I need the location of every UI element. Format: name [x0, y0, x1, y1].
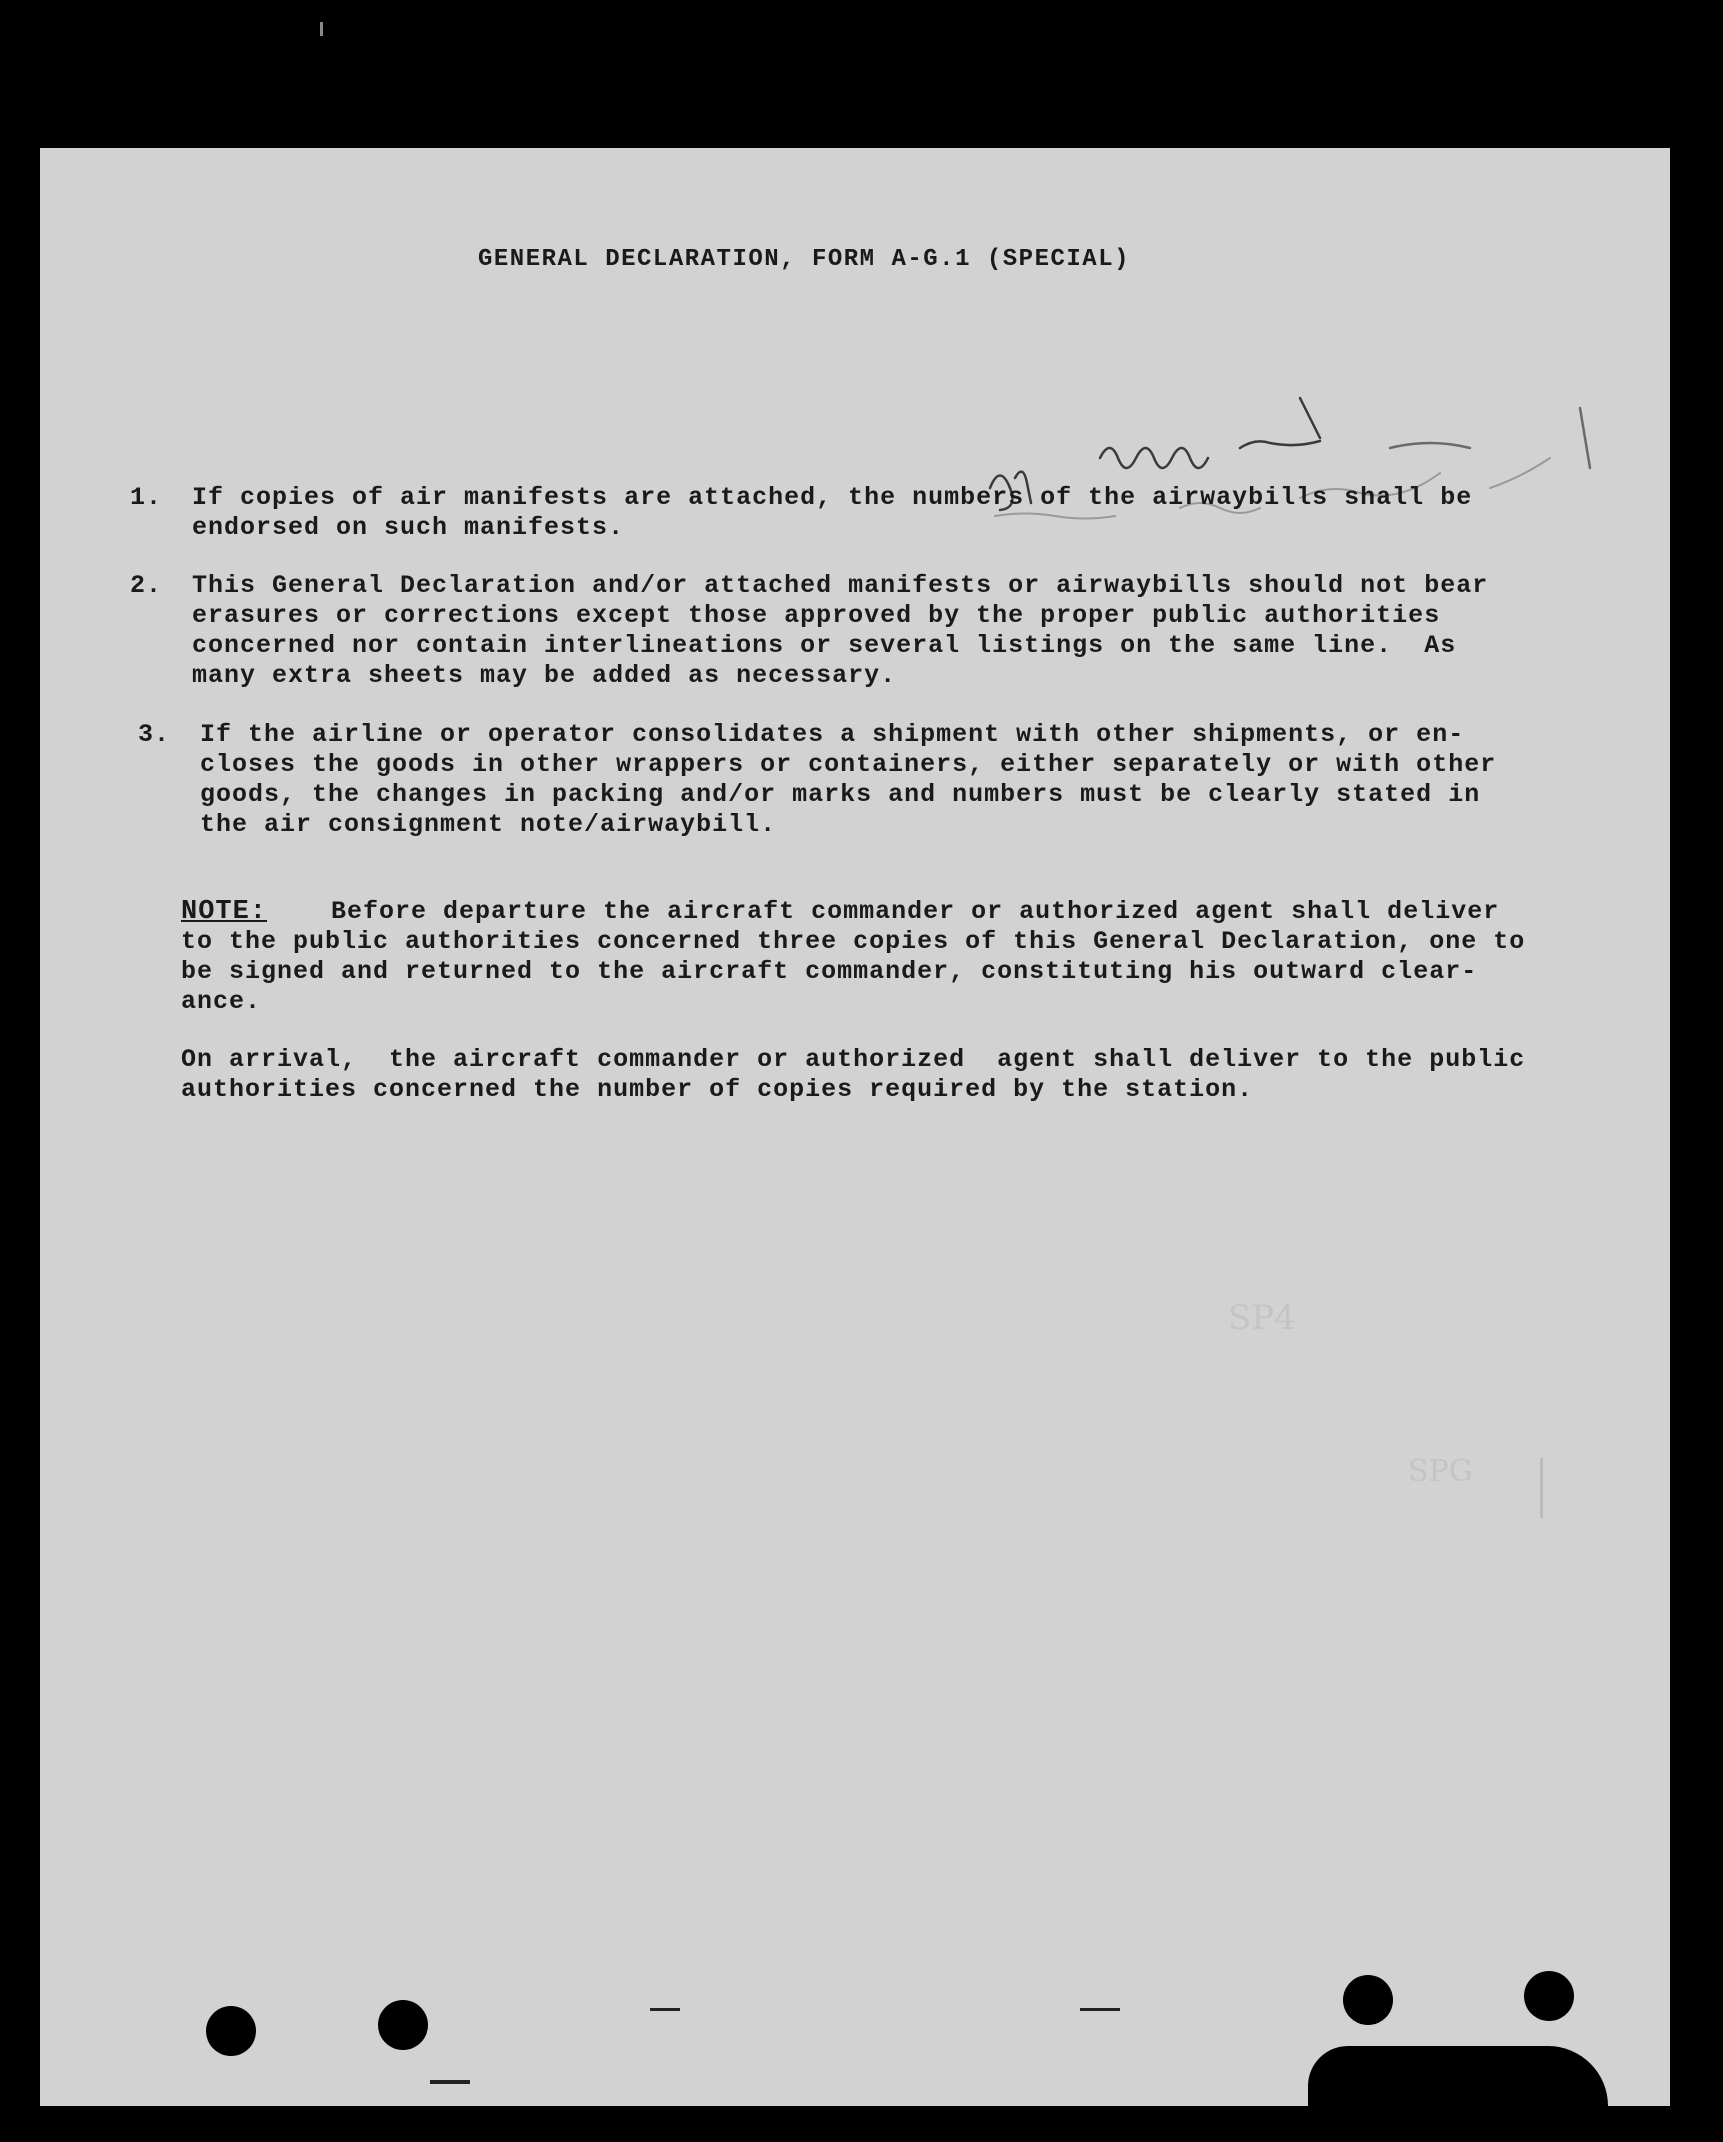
list-item-number: 1.: [130, 483, 163, 512]
text-line: This General Declaration and/or attached manifests or airwaybills should not bear: [192, 571, 1489, 600]
note-first-line: [181, 897, 1525, 927]
punch-hole: [206, 2006, 256, 2056]
text-line: endorsed on such manifests.: [192, 513, 625, 542]
scan-shadow-blob: [1308, 2046, 1608, 2106]
text-line: On arrival, the aircraft commander or authorized agent shall deliver to the public: [181, 1045, 1526, 1074]
list-item-text: [192, 483, 1472, 543]
list-item-text: [200, 720, 1496, 840]
dust-speck: [650, 2008, 680, 2011]
dust-speck: [320, 22, 323, 36]
punch-hole: [1343, 1975, 1393, 2025]
faint-stamp-mark: SPG: [1408, 1454, 1473, 1489]
text-line: be signed and returned to the aircraft commander, constituting his outward clear-: [181, 957, 1478, 986]
document-title: GENERAL DECLARATION, FORM A-G.1 (SPECIAL): [478, 246, 1130, 273]
note-label: NOTE:: [181, 897, 268, 927]
text-line: concerned nor contain interlineations or several listings on the same line. As: [192, 631, 1457, 660]
text-line: ance.: [181, 987, 262, 1016]
dust-speck: [1540, 1458, 1543, 1518]
text-line: closes the goods in other wrappers or containers, either separately or with other: [200, 750, 1497, 779]
dust-speck: [430, 2080, 470, 2084]
text-line: the air consignment note/airwaybill.: [200, 810, 777, 839]
note-paragraph: [181, 897, 1525, 1017]
text-line: erasures or corrections except those approved by the proper public authorities: [192, 601, 1441, 630]
note-first-line-text: Before departure the aircraft commander or authorized agent shall deliver: [267, 897, 1500, 926]
faint-stamp-mark: SP4: [1228, 1298, 1296, 1338]
list-item-number: 3.: [138, 720, 171, 749]
dust-speck: [1080, 2008, 1120, 2011]
punch-hole: [1524, 1971, 1574, 2021]
text-line: If copies of air manifests are attached, the numbers of the airwaybills shall be: [192, 483, 1473, 512]
list-item-number: 2.: [130, 571, 163, 600]
text-line: goods, the changes in packing and/or marks and numbers must be clearly stated in: [200, 780, 1481, 809]
arrival-paragraph: [181, 1045, 1525, 1105]
text-line: to the public authorities concerned three copies of this General Declaration, one to: [181, 927, 1526, 956]
text-line: many extra sheets may be added as necessary.: [192, 661, 897, 690]
punch-hole: [378, 2000, 428, 2050]
text-line: If the airline or operator consolidates a shipment with other shipments, or en-: [200, 720, 1465, 749]
list-item-text: [192, 571, 1488, 691]
paper-sheet: [40, 148, 1670, 2106]
text-line: authorities concerned the number of copies required by the station.: [181, 1075, 1254, 1104]
